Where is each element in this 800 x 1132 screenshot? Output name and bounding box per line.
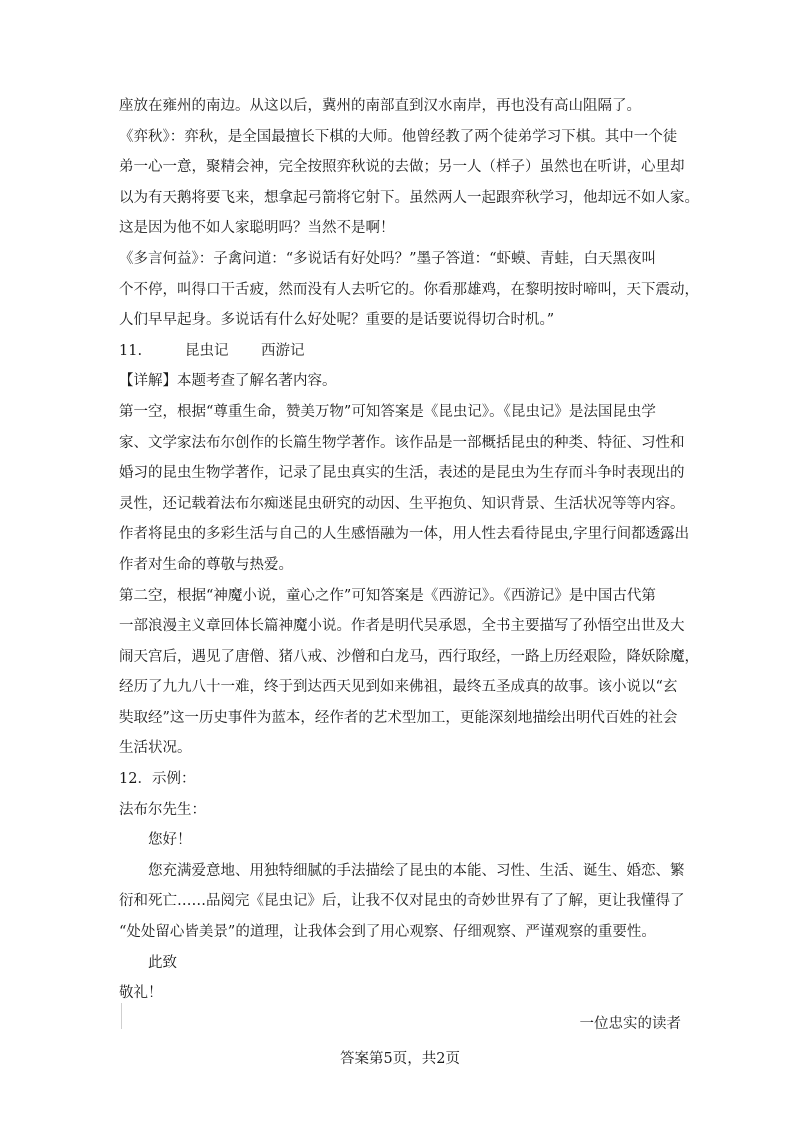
explain-line: 作者将昆虫的多彩生活与自己的人生感悟融为一体，用人性去看待昆虫,字里行间都透露出 xyxy=(119,526,690,543)
explain-line: 【详解】本题考查了解名著内容。 xyxy=(119,373,337,390)
explain-line: 婚习的昆虫生物学著作，记录了昆虫真实的生活，表述的是昆虫为生存而斗争时表现出的 xyxy=(119,465,685,482)
explain-line: 灵性，还记载着法布尔痴迷昆虫研究的动因、生平抱负、知识背景、生活状况等等内容。 xyxy=(119,495,685,512)
text-line: 这是因为他不如人家聪明吗？当然不是啊！ xyxy=(119,220,395,237)
text-line: 座放在雍州的南边。从这以后，冀州的南部直到汉水南岸，再也没有高山阻隔了。 xyxy=(119,98,641,114)
explain-line: 经历了九九八十一难，终于到达西天见到如来佛祖，最终五圣成真的故事。该小说以“玄 xyxy=(119,679,678,696)
explain-line: 奘取经”这一历史事件为蓝本，经作者的艺术型加工，更能深刻地描绘出明代百姓的社会 xyxy=(119,709,678,726)
explain-line: 闹天宫后，遇见了唐僧、猪八戒、沙僧和白龙马，西行取经，一路上历经艰险，降妖除魔， xyxy=(119,648,699,665)
letter-greeting: 您好！ xyxy=(148,832,192,849)
explain-line: 第一空，根据“尊重生命，赞美万物”可知答案是《昆虫记》。《昆虫记》是法国昆虫学 xyxy=(119,403,656,420)
text-line: 人们早早起身。多说话有什么好处呢？重要的是话要说得切合时机。” xyxy=(119,312,555,329)
page-footer: 答案第5页，共2页 xyxy=(340,1051,460,1067)
document-body xyxy=(119,91,699,1039)
letter-body-line: 您充满爱意地、用独特细腻的手法描绘了昆虫的本能、习性、生活、诞生、婚恋、繁 xyxy=(148,862,685,879)
explain-line: 家、文学家法布尔创作的长篇生物学著作。该作品是一部概括昆虫的种类、特征、习性和 xyxy=(119,434,685,451)
letter-salutation: 法布尔先生： xyxy=(119,801,206,818)
question-number: 11. xyxy=(119,342,143,359)
explain-line: 第二空，根据“神魔小说，童心之作”可知答案是《西游记》。《西游记》是中国古代第 xyxy=(119,587,656,604)
question-12-heading: 12．示例： xyxy=(119,771,196,788)
explain-line: 一部浪漫主义章回体长篇神魔小说。作者是明代吴承恩，全书主要描写了孙悟空出世及大 xyxy=(119,618,685,635)
text-line: 弟一心一意，聚精会神，完全按照弈秋说的去做；另一人（样子）虽然也在听讲，心里却 xyxy=(119,159,685,176)
text-line: 《弈秋》：弈秋，是全国最擅长下棋的大师。他曾经教了两个徒弟学习下棋。其中一个徒 xyxy=(119,128,678,145)
letter-closing: 此致 xyxy=(148,954,177,971)
question-11-answer xyxy=(119,336,685,367)
explain-line: 生活状况。 xyxy=(119,740,192,757)
margin-divider xyxy=(121,1003,122,1029)
answer-blank-2: 西游记 xyxy=(261,342,305,359)
answer-blank-1: 昆虫记 xyxy=(185,342,229,359)
letter-body-line: 衍和死亡……品阅完《昆虫记》后，让我不仅对昆虫的奇妙世界有了了解，更让我懂得了 xyxy=(119,893,685,910)
letter-closing-regards: 敬礼！ xyxy=(119,985,163,1002)
letter-signature: 一位忠实的读者 xyxy=(579,1015,681,1032)
explain-line: 作者对生命的尊敬与热爱。 xyxy=(119,556,293,573)
text-line: 个不停，叫得口干舌疲，然而没有人去听它的。你看那雄鸡，在黎明按时啼叫，天下震动， xyxy=(119,281,699,298)
letter-body-line: “处处留心皆美景”的道理，让我体会到了用心观察、仔细观察、严谨观察的重要性。 xyxy=(119,924,656,941)
text-line: 以为有天鹅将要飞来，想拿起弓箭将它射下。虽然两人一起跟弈秋学习，他却远不如人家。 xyxy=(119,189,699,206)
text-line: 《多言何益》：子禽问道：“多说话有好处吗？”墨子答道：“虾蟆、青蛙，白天黑夜叫 xyxy=(119,250,656,267)
